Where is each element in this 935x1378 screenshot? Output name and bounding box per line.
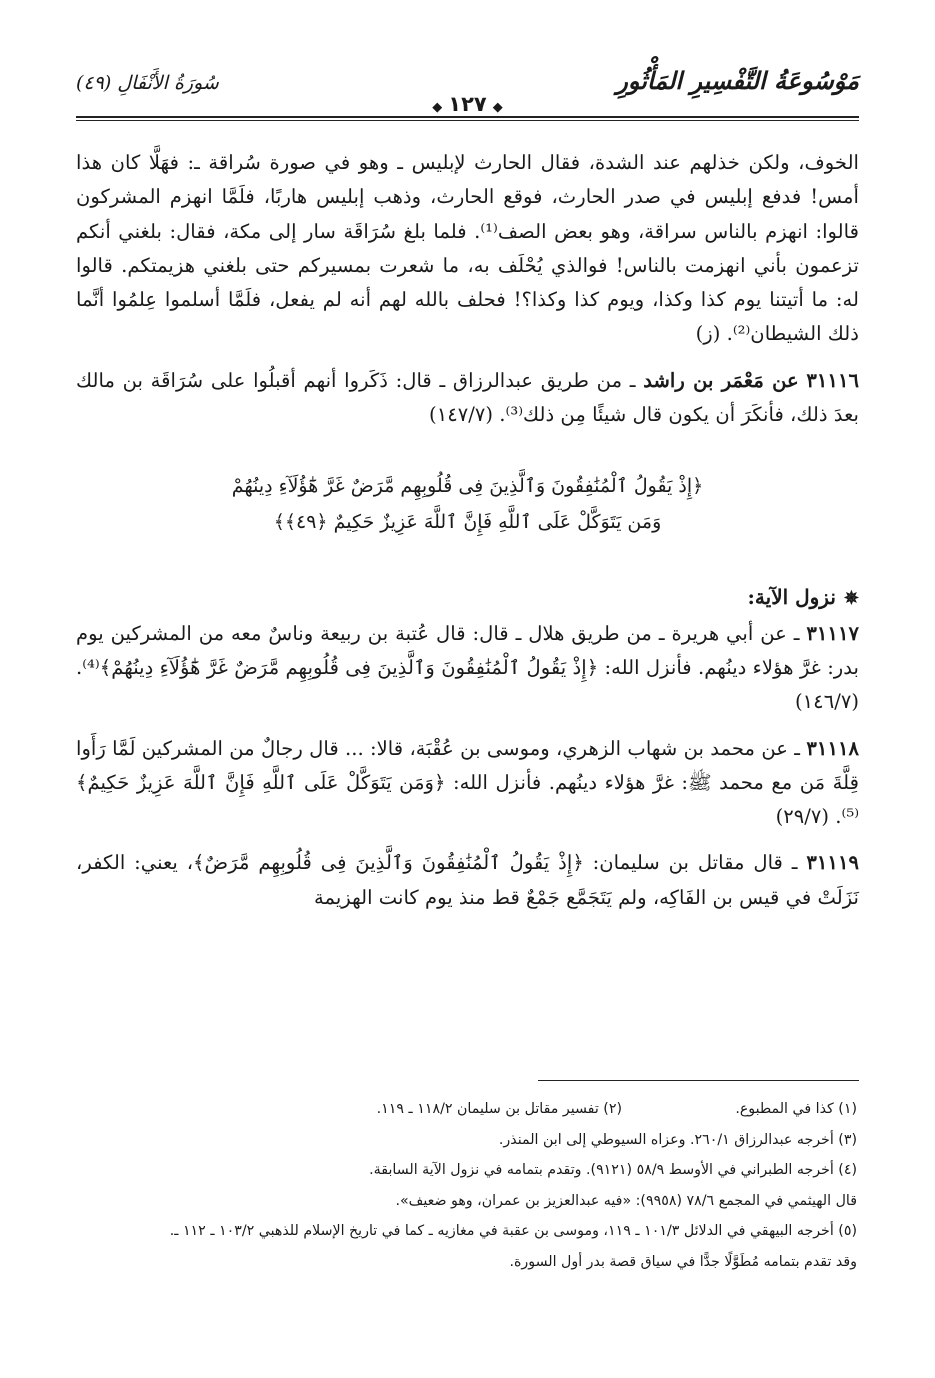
ornament-left-icon: ◆	[432, 100, 443, 115]
narration-number: ٣١١١٩	[806, 851, 859, 875]
footnote-4-continued: قال الهيثمي في المجمع ٧٨/٦ (٩٩٥٨): «فيه عبدالعزيز بن عمران، وهو ضعيف».	[395, 1192, 857, 1209]
footnote-3: (٣) أخرجه عبدالرزاق ٢٦٠/١. وعزاه السيوطي إلى ابن المنذر.	[498, 1131, 857, 1148]
narration-31116	[76, 364, 859, 433]
narration-number: ٣١١١٦	[806, 368, 859, 392]
footnote-row-1-2	[76, 1094, 857, 1125]
verse-line-2: وَمَن يَتَوَكَّلْ عَلَى ٱللَّهِ فَإِنَّ ٱللَّهَ عَزِيزٌ حَكِيمٌ ﴿٤٩﴾﴾	[273, 511, 662, 534]
narration-text: ـ قال مقاتل بن سليمان: ﴿إِذْ يَقُولُ ٱلْمُنَٰفِقُونَ وَٱلَّذِينَ فِى قُلُوبِهِم مَّرَضٌ﴾، يعني: الكفر، نَزَلَتْ في قيس بن الفَاكِه، ولم يَتَجَمَّع جَمْعٌ قط منذ يوم كانت الهزيمة	[76, 851, 859, 909]
section-heading	[76, 580, 859, 616]
page-header	[76, 64, 859, 118]
footnote-5: (٥) أخرجه البيهقي في الدلائل ١٠١/٣ ـ ١١٩، وموسى بن عقبة في مغازيه ـ كما في تاريخ الإسلام للذهبي ١٠٣/٢ ـ ١١٢ ـ.	[169, 1223, 857, 1239]
series-title: مَوْسُوعَةُ التَّفْسِيرِ المَأْثُورِ	[616, 66, 859, 95]
narration-number: ٣١١١٨	[806, 736, 860, 760]
section-title: نزول الآية:	[747, 585, 836, 610]
page-number-block	[76, 92, 859, 116]
narration-text: ـ عن محمد بن شهاب الزهري، وموسى بن عُقْبَة، قالا: ... قال رجالٌ من المشركين لَمَّا رَأَوا قِلَّةَ مَن مع محمد ﷺ: غرَّ هؤلاء دينُهم. فأنزل الله: ﴿وَمَن يَتَوَكَّلْ عَلَى ٱللَّهِ فَإِنَّ ٱللَّهَ عَزِيزٌ حَكِيمٌ﴾⁽⁵⁾. (٢٩/٧)	[76, 736, 859, 829]
page-number: ١٢٧	[448, 92, 487, 116]
narration-text: ـ عن أبي هريرة ـ من طريق هلال ـ قال: قال عُتبة بن ربيعة وناسٌ معه من المشركين يوم بدر: غرَّ هؤلاء دينُهم. فأنزل الله: ﴿إِذْ يَقُولُ ٱلْمُنَٰفِقُونَ وَٱلَّذِينَ فِى قُلُوبِهِم مَّرَضٌ غَرَّ هَٰٓؤُلَآءِ دِينُهُمْ﴾⁽⁴⁾. (١٤٦/٧)	[76, 621, 859, 714]
star-ornament-icon: ✵	[843, 588, 859, 610]
footnote-1: (١) كذا في المطبوع.	[735, 1101, 857, 1117]
narration-text: ـ من طريق عبدالرزاق ـ قال: ذَكَروا أنهم أقبلُوا على سُرَاقَة بن مالك بعدَ ذلك، فأنكَرَ أن يكون قال شيئًا مِن ذلك⁽³⁾. (١٤٧/٧)	[76, 368, 859, 427]
ornament-right-icon: ◆	[492, 100, 503, 115]
header-rule-thin	[76, 120, 859, 121]
verse-line-1: ﴿إِذْ يَقُولُ ٱلْمُنَٰفِقُونَ وَٱلَّذِينَ فِى قُلُوبِهِم مَّرَضٌ غَرَّ هَٰٓؤُلَآءِ دِينُهُمْ	[231, 475, 704, 498]
quran-verse	[76, 468, 859, 540]
main-text	[76, 146, 859, 915]
narrator-name: عن مَعْمَر بن راشد	[643, 368, 799, 392]
header-rule	[76, 116, 859, 118]
narration-31117	[76, 617, 859, 720]
narration-31118	[76, 732, 859, 835]
footnote-5-continued: وقد تقدم بتمامه مُطَوَّلًا جدًّا في سياق قصة بدر أول السورة.	[509, 1253, 857, 1270]
narration-number: ٣١١١٧	[806, 621, 859, 645]
footnotes	[76, 1094, 857, 1277]
previous-narration-continuation: الخوف، ولكن خذلهم عند الشدة، فقال الحارث لإبليس ـ وهو في صورة سُراقة ـ: فهَلَّا كان هذا أمس! فدفع إبليس في صدر الحارث، فوقع الحارث، وذهب إبليس هاربًا، فلَمَّا انهزم المشركون قالوا: انهزم بالناس سراقة، وهو بعض الصف⁽¹⁾. فلما بلغ سُرَاقَة سار إلى مكة، فقال: بلغني أنكم تزعمون بأني انهزمت بالناس! فوالذي يُحْلَف به، ما شعرت بمسيركم حتى بلغني هزيمتكم. قالوا له: ما أتيتنا يوم كذا وكذا، ويوم كذا وكذا؟! فحلف بالله لهم أنه لم يفعل، فلَمَّا أسلموا عِلمُوا أنَّما ذلك الشيطان⁽²⁾. (ز)	[76, 151, 859, 346]
footnote-separator	[538, 1080, 859, 1081]
footnote-4: (٤) أخرجه الطبراني في الأوسط ٥٨/٩ (٩١٢١). وتقدم بتمامه في نزول الآية السابقة.	[369, 1162, 857, 1178]
surah-title: سُورَةُ الأَنْفَالِ (٤٩)	[76, 72, 219, 94]
footnote-2: (٢) تفسير مقاتل بن سليمان ١١٨/٢ ـ ١١٩.	[376, 1101, 622, 1117]
narration-31119	[76, 846, 859, 915]
